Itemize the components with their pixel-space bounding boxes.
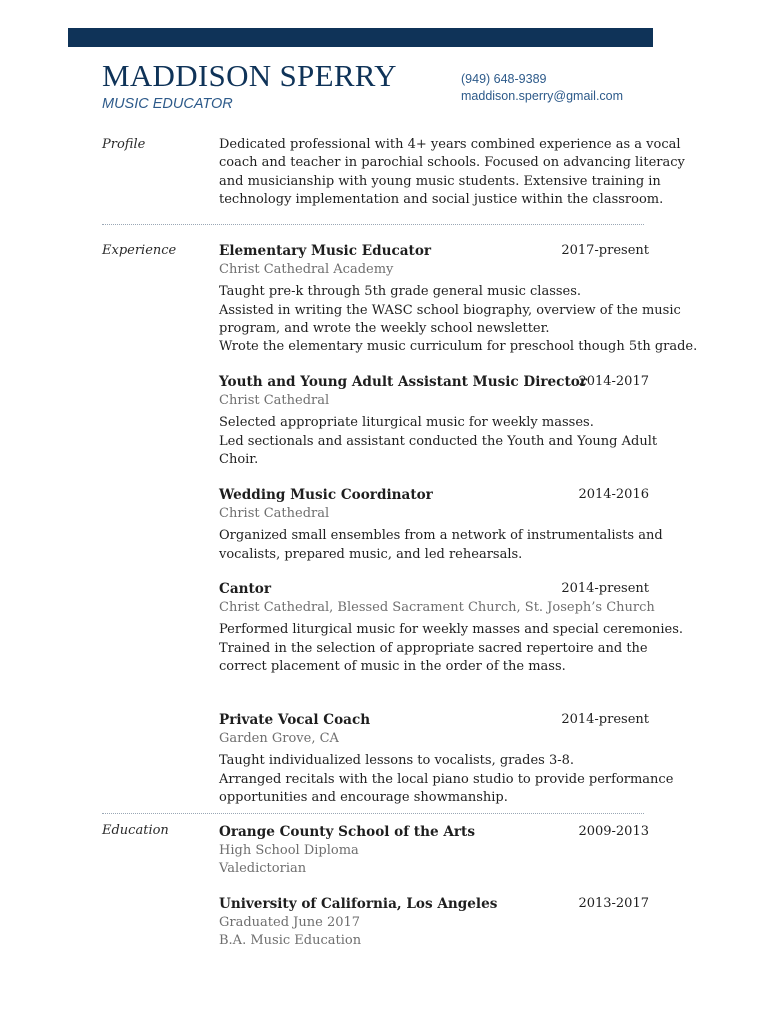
job-detail-line: Arranged recitals with the local piano studio to provide performance bbox=[219, 771, 674, 787]
job-dates: 2014-present bbox=[561, 712, 649, 727]
contact-info bbox=[461, 71, 623, 105]
school-dates: 2013-2017 bbox=[578, 896, 649, 911]
job-detail-line: Choir. bbox=[219, 451, 259, 467]
email-address: maddison.sperry@gmail.com bbox=[461, 89, 624, 103]
education-detail: Valedictorian bbox=[219, 861, 307, 877]
profile-line: coach and teacher in parochial schools. Focused on advancing literacy bbox=[219, 155, 685, 171]
job-title: Private Vocal Coach bbox=[219, 712, 371, 728]
job-dates: 2017-present bbox=[561, 243, 649, 258]
experience-entry bbox=[219, 711, 674, 807]
education-detail: B.A. Music Education bbox=[219, 933, 362, 949]
job-detail-line: program, and wrote the weekly school newsletter. bbox=[219, 320, 550, 336]
job-organization: Christ Cathedral bbox=[219, 506, 330, 521]
job-detail-line: Selected appropriate liturgical music for weekly masses. bbox=[219, 415, 594, 431]
job-detail-line: Taught individualized lessons to vocalists, grades 3-8. bbox=[219, 753, 575, 769]
section-label-education: Education bbox=[102, 823, 169, 838]
phone-number: (949) 648-9389 bbox=[461, 72, 547, 86]
experience-entry bbox=[219, 242, 698, 356]
experience-entry bbox=[219, 580, 684, 676]
section-label-profile: Profile bbox=[102, 137, 146, 152]
job-detail-line: Performed liturgical music for weekly masses and special ceremonies. bbox=[219, 622, 684, 638]
education-detail: High School Diploma bbox=[219, 843, 359, 858]
job-detail-line: Organized small ensembles from a network of instrumentalists and bbox=[219, 528, 663, 544]
job-title: Cantor bbox=[219, 581, 272, 597]
experience-entry bbox=[219, 373, 659, 469]
job-detail-line: correct placement of music in the order of the mass. bbox=[219, 658, 566, 674]
job-organization: Christ Cathedral bbox=[219, 393, 330, 408]
school-name: University of California, Los Angeles bbox=[219, 896, 498, 912]
job-dates: 2014-2016 bbox=[578, 487, 649, 502]
job-title: Youth and Young Adult Assistant Music Director bbox=[219, 374, 587, 390]
profile-line: Dedicated professional with 4+ years combined experience as a vocal bbox=[219, 137, 681, 152]
job-organization: Christ Cathedral, Blessed Sacrament Church, St. Joseph’s Church bbox=[219, 600, 655, 615]
section-label-experience: Experience bbox=[102, 243, 177, 258]
job-detail-line: Trained in the selection of appropriate sacred repertoire and the bbox=[219, 640, 648, 656]
education-entry bbox=[219, 823, 659, 879]
job-title: Elementary Music Educator bbox=[219, 243, 432, 259]
education-detail: Graduated June 2017 bbox=[219, 915, 361, 930]
header-bar bbox=[68, 28, 653, 47]
education-entry bbox=[219, 895, 659, 951]
candidate-name: MADDISON SPERRY bbox=[102, 58, 397, 93]
job-detail-line: Wrote the elementary music curriculum for preschool though 5th grade. bbox=[219, 339, 698, 355]
job-title: Wedding Music Coordinator bbox=[219, 487, 433, 503]
candidate-title: MUSIC EDUCATOR bbox=[102, 96, 233, 112]
job-dates: 2014-present bbox=[561, 581, 649, 596]
job-detail-line: Led sectionals and assistant conducted the Youth and Young Adult bbox=[219, 433, 658, 449]
profile-line: technology implementation and social justice within the classroom. bbox=[219, 191, 664, 207]
profile-line: and musicianship with young music students. Extensive training in bbox=[219, 173, 661, 189]
job-detail-line: Assisted in writing the WASC school biography, overview of the music bbox=[219, 302, 681, 318]
job-detail-line: vocalists, prepared music, and led rehearsals. bbox=[219, 546, 523, 562]
job-detail-line: Taught pre-k through 5th grade general music classes. bbox=[219, 284, 582, 300]
job-organization: Christ Cathedral Academy bbox=[219, 262, 394, 277]
school-name: Orange County School of the Arts bbox=[219, 824, 475, 840]
section-divider bbox=[102, 224, 644, 225]
job-detail-line: opportunities and encourage showmanship. bbox=[219, 789, 508, 805]
experience-entry bbox=[219, 486, 663, 564]
job-organization: Garden Grove, CA bbox=[219, 731, 339, 746]
job-dates: 2014-2017 bbox=[578, 374, 649, 389]
school-dates: 2009-2013 bbox=[578, 824, 649, 839]
profile-summary bbox=[219, 136, 685, 209]
section-divider bbox=[102, 813, 644, 814]
